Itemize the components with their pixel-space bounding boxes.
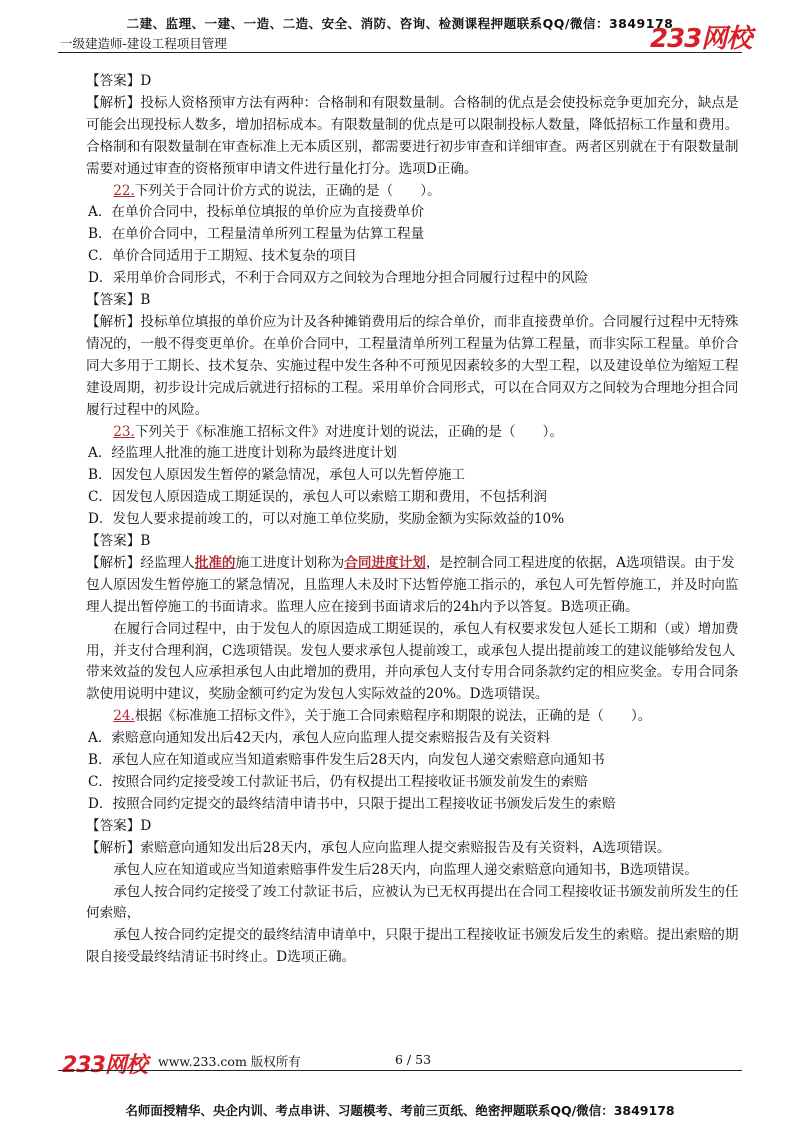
header-subtitle: 一级建造师-建设工程项目管理 xyxy=(60,36,227,51)
q24-stem: 根据《标准施工招标文件》，关于施工合同索赔程序和期限的说法，正确的是（ ）。 xyxy=(134,708,652,725)
q23-number: 23. xyxy=(113,423,135,440)
q22-option-d: D．采用单价合同形式，不利于合同双方之间较为合理地分担合同履行过程中的风险 xyxy=(88,270,589,287)
q21-answer: 【答案】D xyxy=(86,73,152,89)
q24-question xyxy=(86,706,742,728)
footer-site: www.233.com 版权所有 xyxy=(158,1054,301,1069)
q23-option-d: D．发包人要求提前竣工的，可以对施工单位奖励，奖励金额为实际效益的10% xyxy=(88,511,565,528)
q24-option-c: C．按照合同约定接受竣工付款证书后，仍有权提出工程接收证书颁发前发生的索赔 xyxy=(88,774,588,790)
q22-analysis: 【解析】投标单位填报的单价应为计及各种摊销费用后的综合单价，而非直接费单价。合同履行过程中无特殊情况的，一般不得变更单价。在单价合同中，工程量清单所列工程量为估算工程量，而非实际工程量。单价合同大多用于工期长、技术复杂、实施过程中发生各种不可预见因素较多的大型工程，以及建设单位为缩短工程建设周期，初步设计完成后就进行招标的工程。采用单价合同形式，可以在合同双方之间较为合理地分担合同履行过程中的风险。 xyxy=(86,313,739,418)
header-logo: 233网校 xyxy=(650,24,752,54)
q22-stem: 下列关于合同计价方式的说法，正确的是（ ）。 xyxy=(134,182,441,199)
q24-option-a: A．索赔意向通知发出后42天内，承包人应向监理人提交索赔报告及有关资料 xyxy=(88,730,551,747)
q22-option-a: A．在单价合同中，投标单位填报的单价应为直接费单价 xyxy=(88,204,425,221)
q23-stem: 下列关于《标准施工招标文件》对进度计划的说法，正确的是（ ）。 xyxy=(134,423,564,440)
q23-answer: 【答案】B xyxy=(86,533,151,550)
footer-bottom-line: 名师面授精华、央企内训、考点串讲、习题模考、考前三页纸、绝密押题联系QQ/微信：3849178 xyxy=(125,1103,675,1118)
q21-analysis: 【解析】投标人资格预审方法有两种：合格制和有限数量制。合格制的优点是会使投标竞争更加充分，缺点是可能会出现投标人数多，增加招标成本。有限数量制的优点是可以限制投标人数量，降低招标工作量和费用。合格制和有限数量制在审查标准上无本质区别，都需要进行初步审查和详细审查。两者区别就在于有限数量制需要对通过审查的资格预审申请文件进行量化打分。选项D正确。 xyxy=(86,94,739,177)
q24-option-d: D．按照合同约定提交的最终结清申请书中，只限于提出工程接收证书颁发后发生的索赔 xyxy=(88,795,616,812)
q22-answer: 【答案】B xyxy=(86,292,151,309)
q23-analysis xyxy=(86,553,742,619)
header-divider xyxy=(58,52,742,53)
q23-option-a: A．经监理人批准的施工进度计划称为最终进度计划 xyxy=(88,445,397,462)
header-top-line: 二建、监理、一建、一造、二造、安全、消防、咨询、检测课程押题联系QQ/微信：3849178 xyxy=(126,16,674,31)
q24-analysis-1: 【解析】索赔意向通知发出后28天内，承包人应向监理人提交索赔报告及有关资料，A选项错误。 xyxy=(86,839,671,856)
q23-option-c: C．因发包人原因造成工期延误的，承包人可以索赔工期和费用，不包括利润 xyxy=(88,489,547,506)
q23-analysis-text-3: ，是控制合同工程进度的依据，A选项错误。由于发包人原因发生暂停施工的紧急情况，且监理人未及时下达暂停施工指示的，承包人可先暂停施工，并及时向监理人提出暂停施工的书面请求。监理人应在接到书面请求后的24h内予以答复。B选项正确。 xyxy=(86,554,739,615)
footer-logo: 233网校 xyxy=(62,1053,147,1078)
q24-number: 24. xyxy=(113,708,135,725)
q22-option-b: B．在单价合同中，工程量清单所列工程量为估算工程量 xyxy=(88,226,425,243)
page-number: 6 / 53 xyxy=(395,1052,432,1067)
q23-option-b: B．因发包人原因发生暂停的紧急情况，承包人可以先暂停施工 xyxy=(88,467,466,484)
q24-analysis-4: 承包人按合同约定提交的最终结清申请单中，只限于提出工程接收证书颁发后发生的索赔。提出索赔的期限自接受最终结清证书时终止。D选项正确。 xyxy=(86,927,739,966)
q23-analysis-text-1: 【解析】经监理人 xyxy=(86,554,195,571)
q22-number: 22. xyxy=(113,182,135,199)
q23-analysis-text-2: 施工进度计划称为 xyxy=(235,554,345,571)
page-content xyxy=(86,71,742,969)
q22-option-c: C．单价合同适用于工期短、技术复杂的项目 xyxy=(88,248,357,265)
footer-divider xyxy=(58,1070,742,1071)
q24-answer: 【答案】D xyxy=(86,817,152,834)
q22-question xyxy=(86,181,742,203)
q23-analysis-paragraph-2: 在履行合同过程中，由于发包人的原因造成工期延误的，承包人有权要求发包人延长工期和（或）增加费用，并支付合理利润，C选项错误。发包人要求承包人提前竣工，或承包人提出提前竣工的建议能够给发包人带来效益的发包人应承担承包人由此增加的费用，并向承包人支付专用合同条款约定的相应奖金。专用合同条款使用说明中建议，奖励金额可约定为发包人实际效益的20%。D选项错误。 xyxy=(86,620,739,703)
q23-question xyxy=(86,422,742,444)
q24-option-b: B．承包人应在知道或应当知道索赔事件发生后28天内，向发包人递交索赔意向通知书 xyxy=(88,752,605,769)
q24-analysis-2: 承包人应在知道或应当知道索赔事件发生后28天内，向监理人递交索赔意向通知书，B选项错误。 xyxy=(113,861,698,878)
q23-highlight-approved: 批准的 xyxy=(194,554,236,571)
q24-analysis-3: 承包人按合同约定接受了竣工付款证书后，应被认为已无权再提出在合同工程接收证书颁发前所发生的任何索赔， xyxy=(86,883,739,922)
q23-highlight-schedule: 合同进度计划 xyxy=(344,554,426,571)
